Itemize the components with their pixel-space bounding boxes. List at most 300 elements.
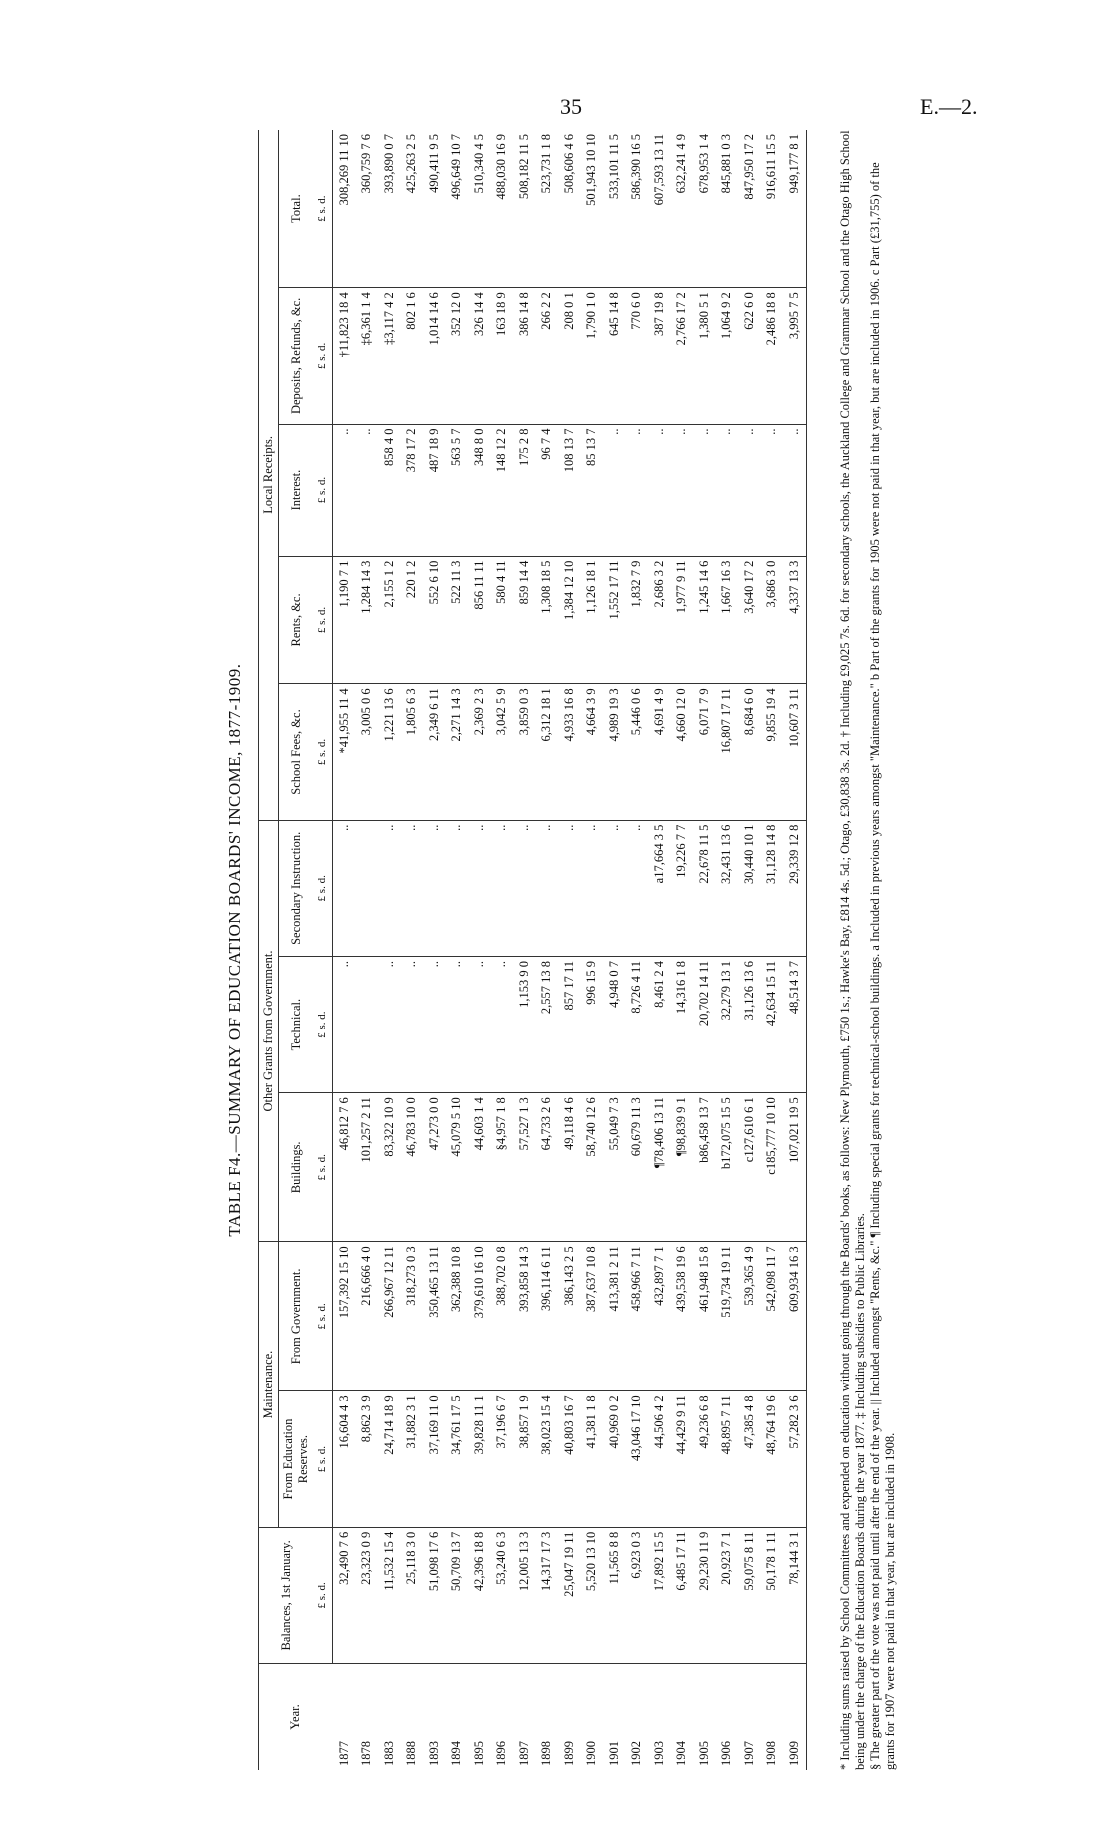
cell-buildings: b172,075 15 5	[716, 1093, 739, 1242]
cell-secondary: ..	[603, 820, 626, 956]
cell-rents: 580 4 11	[491, 556, 514, 684]
cell-total: 847,950 17 2	[738, 130, 761, 288]
cell-secondary: ..	[446, 820, 469, 956]
cell-interest: ..	[333, 424, 356, 556]
cell-total: 916,611 15 5	[761, 130, 784, 288]
cell-deposits: ‡6,361 1 4	[356, 288, 379, 424]
cell-from-government: 432,897 7 1	[648, 1242, 671, 1391]
table-row	[423, 130, 446, 1770]
table-row	[401, 130, 424, 1770]
cell-technical: 32,279 13 1	[716, 956, 739, 1092]
table-row	[536, 130, 559, 1770]
cell-from-government: 216,666 4 0	[356, 1242, 379, 1391]
cell-secondary: a17,664 3 5	[648, 820, 671, 956]
cell-year: 1899	[561, 1741, 576, 1766]
cell-year: 1907	[741, 1741, 756, 1766]
cell-total: 308,269 11 10	[333, 130, 356, 288]
cell-reserves: 40,803 16 7	[558, 1391, 581, 1527]
cell-secondary: 29,339 12 8	[783, 820, 806, 956]
cell-reserves: 37,196 6 7	[491, 1391, 514, 1527]
cell-technical: 1,153 9 0	[513, 956, 536, 1092]
cell-technical: 31,126 13 6	[738, 956, 761, 1092]
cell-technical: ..	[468, 956, 491, 1092]
cell-technical: 2,557 13 8	[536, 956, 559, 1092]
cell-deposits: 2,766 17 2	[671, 288, 694, 424]
cell-balances: 50,709 13 7	[446, 1527, 469, 1663]
cell-school-fees: 6,071 7 9	[693, 684, 716, 820]
cell-deposits: 3,995 7 5	[783, 288, 806, 424]
cell-technical: 48,514 3 7	[783, 956, 806, 1092]
cell-deposits: 326 14 4	[468, 288, 491, 424]
cell-school-fees: 2,349 6 11	[423, 684, 446, 820]
cell-school-fees: 4,664 3 9	[581, 684, 604, 820]
cell-secondary: ..	[626, 820, 649, 956]
cell-rents: 856 11 11	[468, 556, 491, 684]
cell-deposits: 1,790 1 0	[581, 288, 604, 424]
cell-total: 501,943 10 10	[581, 130, 604, 288]
cell-balances: 59,075 8 11	[738, 1527, 761, 1663]
cell-interest: 96 7 4	[536, 424, 559, 556]
cell-reserves: 47,385 4 8	[738, 1391, 761, 1527]
cell-balances: 11,565 8 8	[603, 1527, 626, 1663]
header-from-government: From Government.	[279, 1242, 314, 1391]
cell-rents: 3,640 17 2	[738, 556, 761, 684]
cell-total: 496,649 10 7	[446, 130, 469, 288]
cell-year: 1909	[783, 1664, 806, 1770]
header-maintenance: Maintenance.	[259, 1242, 279, 1527]
cell-year: 1904	[674, 1741, 689, 1766]
cell-from-government: 393,858 14 3	[513, 1242, 536, 1391]
cell-secondary: ..	[513, 820, 536, 956]
cell-interest: ..	[648, 424, 671, 556]
cell-from-government: 379,610 16 10	[468, 1242, 491, 1391]
cell-rents: 2,155 1 2	[378, 556, 401, 684]
cell-balances: 25,047 19 11	[558, 1527, 581, 1663]
header-technical: Technical.	[279, 956, 314, 1092]
cell-interest: ..	[761, 424, 784, 556]
cell-balances: 6,923 0 3	[626, 1527, 649, 1663]
cell-interest: 175 2 8	[513, 424, 536, 556]
table-row	[468, 130, 491, 1770]
cell-secondary: 19,226 7 7	[671, 820, 694, 956]
table-row	[491, 130, 514, 1770]
cell-interest: 85 13 7	[581, 424, 604, 556]
cell-secondary: ..	[378, 820, 401, 956]
cell-total: 393,890 0 7	[378, 130, 401, 288]
cell-interest: ..	[356, 424, 379, 556]
cell-year: 1895	[471, 1741, 486, 1766]
table-row	[378, 130, 401, 1770]
cell-rents: 220 1 2	[401, 556, 424, 684]
cell-year: 1893	[426, 1741, 441, 1766]
cell-deposits: 2,486 18 8	[761, 288, 784, 424]
unit-label: £ s. d.	[313, 288, 333, 424]
header-reserves: From Education Reserves.	[279, 1391, 314, 1527]
cell-secondary: ..	[536, 820, 559, 956]
cell-reserves: 44,506 4 2	[648, 1391, 671, 1527]
cell-reserves: 34,761 17 5	[446, 1391, 469, 1527]
cell-buildings: §4,957 1 8	[491, 1093, 514, 1242]
cell-year: 1894	[449, 1741, 464, 1766]
cell-interest: 108 13 7	[558, 424, 581, 556]
cell-total: 425,263 2 5	[401, 130, 424, 288]
table-row	[783, 130, 806, 1770]
cell-secondary: 31,128 14 8	[761, 820, 784, 956]
table-row	[716, 130, 739, 1770]
header-deposits: Deposits, Refunds, &c.	[279, 288, 314, 424]
cell-interest: ..	[738, 424, 761, 556]
cell-reserves: 44,429 9 11	[671, 1391, 694, 1527]
unit-label: £ s. d.	[313, 684, 333, 820]
cell-buildings: 55,049 7 3	[603, 1093, 626, 1242]
cell-year: 1906	[719, 1741, 734, 1766]
cell-reserves: 40,969 0 2	[603, 1391, 626, 1527]
cell-buildings: 44,603 1 4	[468, 1093, 491, 1242]
cell-buildings: 47,273 0 0	[423, 1093, 446, 1242]
cell-buildings: c185,777 10 10	[761, 1093, 784, 1242]
cell-technical: ..	[423, 956, 446, 1092]
cell-buildings: 60,679 11 3	[626, 1093, 649, 1242]
cell-balances: 53,240 6 3	[491, 1527, 514, 1663]
cell-year: 1908	[764, 1741, 779, 1766]
cell-school-fees: 4,691 4 9	[648, 684, 671, 820]
cell-year: 1905	[696, 1741, 711, 1766]
cell-technical: ..	[333, 956, 356, 1092]
cell-school-fees: *41,955 11 4	[333, 684, 356, 820]
cell-rents: 2,686 3 2	[648, 556, 671, 684]
table-row	[648, 130, 671, 1770]
cell-reserves: 48,895 7 11	[716, 1391, 739, 1527]
cell-year: 1896	[494, 1741, 509, 1766]
cell-interest: ..	[783, 424, 806, 556]
cell-interest: 348 8 0	[468, 424, 491, 556]
cell-interest: ..	[671, 424, 694, 556]
header-total: Total.	[279, 130, 314, 288]
cell-from-government: 542,098 11 7	[761, 1242, 784, 1391]
cell-interest: ..	[603, 424, 626, 556]
table-row	[693, 130, 716, 1770]
cell-buildings: b86,458 13 7	[693, 1093, 716, 1242]
cell-buildings: 107,021 19 5	[783, 1093, 806, 1242]
cell-total: 510,340 4 5	[468, 130, 491, 288]
cell-reserves: 43,046 17 10	[626, 1391, 649, 1527]
cell-technical: 857 17 11	[558, 956, 581, 1092]
cell-technical: ..	[401, 956, 424, 1092]
footnotes	[838, 130, 898, 1770]
cell-reserves: 57,282 3 6	[783, 1391, 806, 1527]
cell-reserves: 31,882 3 1	[401, 1391, 424, 1527]
cell-deposits: 645 14 8	[603, 288, 626, 424]
income-summary-table	[258, 130, 807, 1770]
rotated-table-panel	[218, 130, 918, 1770]
cell-secondary: 22,678 11 5	[693, 820, 716, 956]
cell-school-fees: 4,933 16 8	[558, 684, 581, 820]
cell-from-government: 350,465 13 11	[423, 1242, 446, 1391]
cell-rents: 1,190 7 1	[333, 556, 356, 684]
cell-deposits: 352 12 0	[446, 288, 469, 424]
cell-from-government: 362,388 10 8	[446, 1242, 469, 1391]
cell-total: 508,606 4 6	[558, 130, 581, 288]
cell-from-government: 458,966 7 11	[626, 1242, 649, 1391]
cell-balances: 5,520 13 10	[581, 1527, 604, 1663]
cell-reserves: 41,381 1 8	[581, 1391, 604, 1527]
cell-deposits: 208 0 1	[558, 288, 581, 424]
cell-from-government: 519,734 19 11	[716, 1242, 739, 1391]
cell-year: 1878	[359, 1741, 374, 1766]
cell-buildings: 58,740 12 6	[581, 1093, 604, 1242]
unit-label: £ s. d.	[313, 556, 333, 684]
cell-balances: 12,005 13 3	[513, 1527, 536, 1663]
cell-school-fees: 3,005 0 6	[356, 684, 379, 820]
cell-school-fees: 8,684 6 0	[738, 684, 761, 820]
cell-balances: 6,485 17 11	[671, 1527, 694, 1663]
table-row	[671, 130, 694, 1770]
cell-from-government: 387,637 10 8	[581, 1242, 604, 1391]
cell-secondary: ..	[468, 820, 491, 956]
header-rents: Rents, &c.	[279, 556, 314, 684]
header-buildings: Buildings.	[279, 1093, 314, 1242]
document-reference: E.—2.	[920, 94, 978, 119]
cell-buildings: 64,733 2 6	[536, 1093, 559, 1242]
cell-school-fees: 6,312 18 1	[536, 684, 559, 820]
table-row	[446, 130, 469, 1770]
cell-school-fees: 4,660 12 0	[671, 684, 694, 820]
unit-label: £ s. d.	[313, 424, 333, 556]
cell-total: 949,177 8 1	[783, 130, 806, 288]
footnote-line: * Including sums raised by School Committees and expended on education without going through the Boards' books, as follows: New Plymouth, £750 1s.; Hawke's Bay, £814 4s. 5d.; Otago, £30,838 3s. 2d. † Including £9,025 7s. 6d. for secondary schools, the Auckland College and Grammar School and the Otago High School being under the charge of the Education Boards during the year 1877. ‡ Including subsidies to Public Libraries.	[838, 130, 867, 1770]
cell-interest: ..	[693, 424, 716, 556]
cell-from-government: 318,273 0 3	[401, 1242, 424, 1391]
cell-balances: 29,230 11 9	[693, 1527, 716, 1663]
cell-reserves: 48,764 19 6	[761, 1391, 784, 1527]
cell-from-government: 439,538 19 6	[671, 1242, 694, 1391]
cell-balances: 23,323 0 9	[356, 1527, 379, 1663]
cell-year: 1901	[606, 1741, 621, 1766]
cell-total: 508,182 11 5	[513, 130, 536, 288]
cell-school-fees: 4,989 19 3	[603, 684, 626, 820]
cell-balances: 14,317 17 3	[536, 1527, 559, 1663]
cell-technical: 4,948 0 7	[603, 956, 626, 1092]
cell-interest: ..	[716, 424, 739, 556]
cell-reserves: 38,023 15 4	[536, 1391, 559, 1527]
cell-total: 533,101 11 5	[603, 130, 626, 288]
cell-rents: 1,977 9 11	[671, 556, 694, 684]
cell-interest: 563 5 7	[446, 424, 469, 556]
cell-year: 1877	[336, 1741, 351, 1766]
page-number: 35	[560, 94, 582, 119]
cell-from-government: 609,934 16 3	[783, 1242, 806, 1391]
cell-interest: ..	[626, 424, 649, 556]
table-row	[581, 130, 604, 1770]
table-row	[626, 130, 649, 1770]
unit-label: £ s. d.	[313, 130, 333, 288]
unit-label: £ s. d.	[313, 1527, 333, 1663]
header-school-fees: School Fees, &c.	[279, 684, 314, 820]
cell-technical: 996 15 9	[581, 956, 604, 1092]
cell-buildings: 46,812 7 6	[333, 1093, 356, 1242]
cell-from-government: 539,365 4 9	[738, 1242, 761, 1391]
cell-year: 1902	[629, 1741, 644, 1766]
cell-reserves: 8,862 3 9	[356, 1391, 379, 1527]
cell-total: 360,759 7 6	[356, 130, 379, 288]
cell-deposits: 1,064 9 2	[716, 288, 739, 424]
cell-technical: ..	[446, 956, 469, 1092]
cell-rents: 1,552 17 11	[603, 556, 626, 684]
cell-from-government: 388,702 0 8	[491, 1242, 514, 1391]
unit-label: £ s. d.	[313, 956, 333, 1092]
table-title: TABLE F4.—SUMMARY OF EDUCATION BOARDS' INCOME, 1877-1909.	[225, 663, 244, 1237]
cell-balances: 78,144 3 1	[783, 1527, 806, 1663]
cell-technical: 8,726 4 11	[626, 956, 649, 1092]
cell-school-fees: 1,805 6 3	[401, 684, 424, 820]
cell-secondary: ..	[423, 820, 446, 956]
cell-balances: 20,923 7 1	[716, 1527, 739, 1663]
cell-buildings: 83,322 10 9	[378, 1093, 401, 1242]
cell-deposits: 1,014 14 6	[423, 288, 446, 424]
header-year: Year.	[259, 1664, 333, 1770]
cell-school-fees: 10,607 3 11	[783, 684, 806, 820]
cell-technical	[356, 956, 379, 1092]
cell-year: 1898	[539, 1741, 554, 1766]
cell-year: 1900	[584, 1741, 599, 1766]
cell-total: 586,390 16 5	[626, 130, 649, 288]
cell-reserves: 38,857 1 9	[513, 1391, 536, 1527]
cell-interest: 858 4 0	[378, 424, 401, 556]
cell-buildings: 49,118 4 6	[558, 1093, 581, 1242]
cell-rents: 1,284 14 3	[356, 556, 379, 684]
unit-label: £ s. d.	[313, 1391, 333, 1527]
cell-from-government: 461,948 15 8	[693, 1242, 716, 1391]
cell-total: 607,593 13 11	[648, 130, 671, 288]
cell-rents: 1,384 12 10	[558, 556, 581, 684]
table-row	[513, 130, 536, 1770]
cell-technical: ..	[378, 956, 401, 1092]
cell-secondary: ..	[401, 820, 424, 956]
cell-rents: 859 14 4	[513, 556, 536, 684]
cell-year: 1903	[651, 1741, 666, 1766]
cell-technical: 42,634 15 11	[761, 956, 784, 1092]
cell-year: 1888	[404, 1741, 419, 1766]
cell-year: 1897	[516, 1741, 531, 1766]
cell-rents: 1,126 18 1	[581, 556, 604, 684]
cell-balances: 42,396 18 8	[468, 1527, 491, 1663]
cell-deposits: ‡3,117 4 2	[378, 288, 401, 424]
cell-buildings: 57,527 1 3	[513, 1093, 536, 1242]
cell-technical: 8,461 2 4	[648, 956, 671, 1092]
cell-school-fees: 1,221 13 6	[378, 684, 401, 820]
cell-school-fees: 2,271 14 3	[446, 684, 469, 820]
cell-total: 523,731 1 8	[536, 130, 559, 288]
header-other-grants: Other Grants from Government.	[259, 820, 279, 1242]
cell-school-fees: 5,446 0 6	[626, 684, 649, 820]
cell-secondary	[356, 820, 379, 956]
cell-reserves: 24,714 18 9	[378, 1391, 401, 1527]
cell-buildings: c127,610 6 1	[738, 1093, 761, 1242]
cell-secondary: 30,440 10 1	[738, 820, 761, 956]
cell-reserves: 16,604 4 3	[333, 1391, 356, 1527]
cell-rents: 4,337 13 3	[783, 556, 806, 684]
cell-interest: 148 12 2	[491, 424, 514, 556]
table-row	[356, 130, 379, 1770]
cell-balances: 50,178 1 11	[761, 1527, 784, 1663]
cell-total: 845,881 0 3	[716, 130, 739, 288]
cell-deposits: 1,380 5 1	[693, 288, 716, 424]
cell-rents: 1,308 18 5	[536, 556, 559, 684]
cell-technical: 14,316 1 8	[671, 956, 694, 1092]
table-row	[558, 130, 581, 1770]
cell-school-fees: 3,859 0 3	[513, 684, 536, 820]
cell-total: 678,953 1 4	[693, 130, 716, 288]
cell-deposits: 387 19 8	[648, 288, 671, 424]
cell-reserves: 39,828 11 1	[468, 1391, 491, 1527]
unit-label: £ s. d.	[313, 1242, 333, 1391]
footnote-line: § The greater part of the vote was not paid until after the end of the year. || Included amongst "Rents, &c." ¶ Including special grants for technical-school buildings. a Included in previous years amongst "Maintenance." b Part of the grants for 1905 were not paid in that year, but are included in 1906. c Part (£31,755) of the grants for 1907 were not paid in that year, but are included in 1908.	[868, 162, 897, 1770]
cell-from-government: 413,381 2 11	[603, 1242, 626, 1391]
cell-balances: 11,532 15 4	[378, 1527, 401, 1663]
cell-buildings: 101,257 2 11	[356, 1093, 379, 1242]
cell-interest: 487 18 9	[423, 424, 446, 556]
cell-secondary: 32,431 13 6	[716, 820, 739, 956]
cell-reserves: 49,236 6 8	[693, 1391, 716, 1527]
unit-label: £ s. d.	[313, 1093, 333, 1242]
cell-total: 632,241 4 9	[671, 130, 694, 288]
cell-school-fees: 2,369 2 3	[468, 684, 491, 820]
cell-deposits: 163 18 9	[491, 288, 514, 424]
cell-school-fees: 3,042 5 9	[491, 684, 514, 820]
table-row	[761, 130, 784, 1770]
cell-from-government: 386,143 2 5	[558, 1242, 581, 1391]
cell-rents: 1,667 16 3	[716, 556, 739, 684]
header-secondary: Secondary Instruction.	[279, 820, 314, 956]
header-balances: Balances, 1st January.	[259, 1527, 314, 1663]
cell-buildings: 46,783 10 0	[401, 1093, 424, 1242]
cell-deposits: 386 14 8	[513, 288, 536, 424]
cell-school-fees: 16,807 17 11	[716, 684, 739, 820]
cell-deposits: 770 6 0	[626, 288, 649, 424]
cell-rents: 3,686 3 0	[761, 556, 784, 684]
table-row	[333, 130, 356, 1770]
cell-rents: 1,245 14 6	[693, 556, 716, 684]
table-row	[738, 130, 761, 1770]
cell-buildings: ¶98,839 9 1	[671, 1093, 694, 1242]
cell-interest: 378 17 2	[401, 424, 424, 556]
header-interest: Interest.	[279, 424, 314, 556]
cell-secondary: ..	[558, 820, 581, 956]
cell-balances: 51,098 17 6	[423, 1527, 446, 1663]
cell-reserves: 37,169 11 0	[423, 1391, 446, 1527]
table-row	[603, 130, 626, 1770]
unit-label: £ s. d.	[313, 820, 333, 956]
cell-school-fees: 9,855 19 4	[761, 684, 784, 820]
cell-buildings: ¶78,406 13 11	[648, 1093, 671, 1242]
cell-secondary: ..	[491, 820, 514, 956]
cell-deposits: 622 6 0	[738, 288, 761, 424]
cell-from-government: 266,967 12 11	[378, 1242, 401, 1391]
cell-rents: 522 11 3	[446, 556, 469, 684]
cell-deposits: 802 1 6	[401, 288, 424, 424]
cell-total: 488,030 16 9	[491, 130, 514, 288]
cell-technical: ..	[491, 956, 514, 1092]
cell-secondary: ..	[333, 820, 356, 956]
cell-balances: 32,490 7 6	[333, 1527, 356, 1663]
cell-from-government: 396,114 6 11	[536, 1242, 559, 1391]
cell-deposits: 266 2 2	[536, 288, 559, 424]
cell-balances: 17,892 15 5	[648, 1527, 671, 1663]
cell-from-government: 157,392 15 10	[333, 1242, 356, 1391]
cell-year: 1883	[381, 1741, 396, 1766]
cell-deposits: †11,823 18 4	[333, 288, 356, 424]
cell-total: 490,411 9 5	[423, 130, 446, 288]
